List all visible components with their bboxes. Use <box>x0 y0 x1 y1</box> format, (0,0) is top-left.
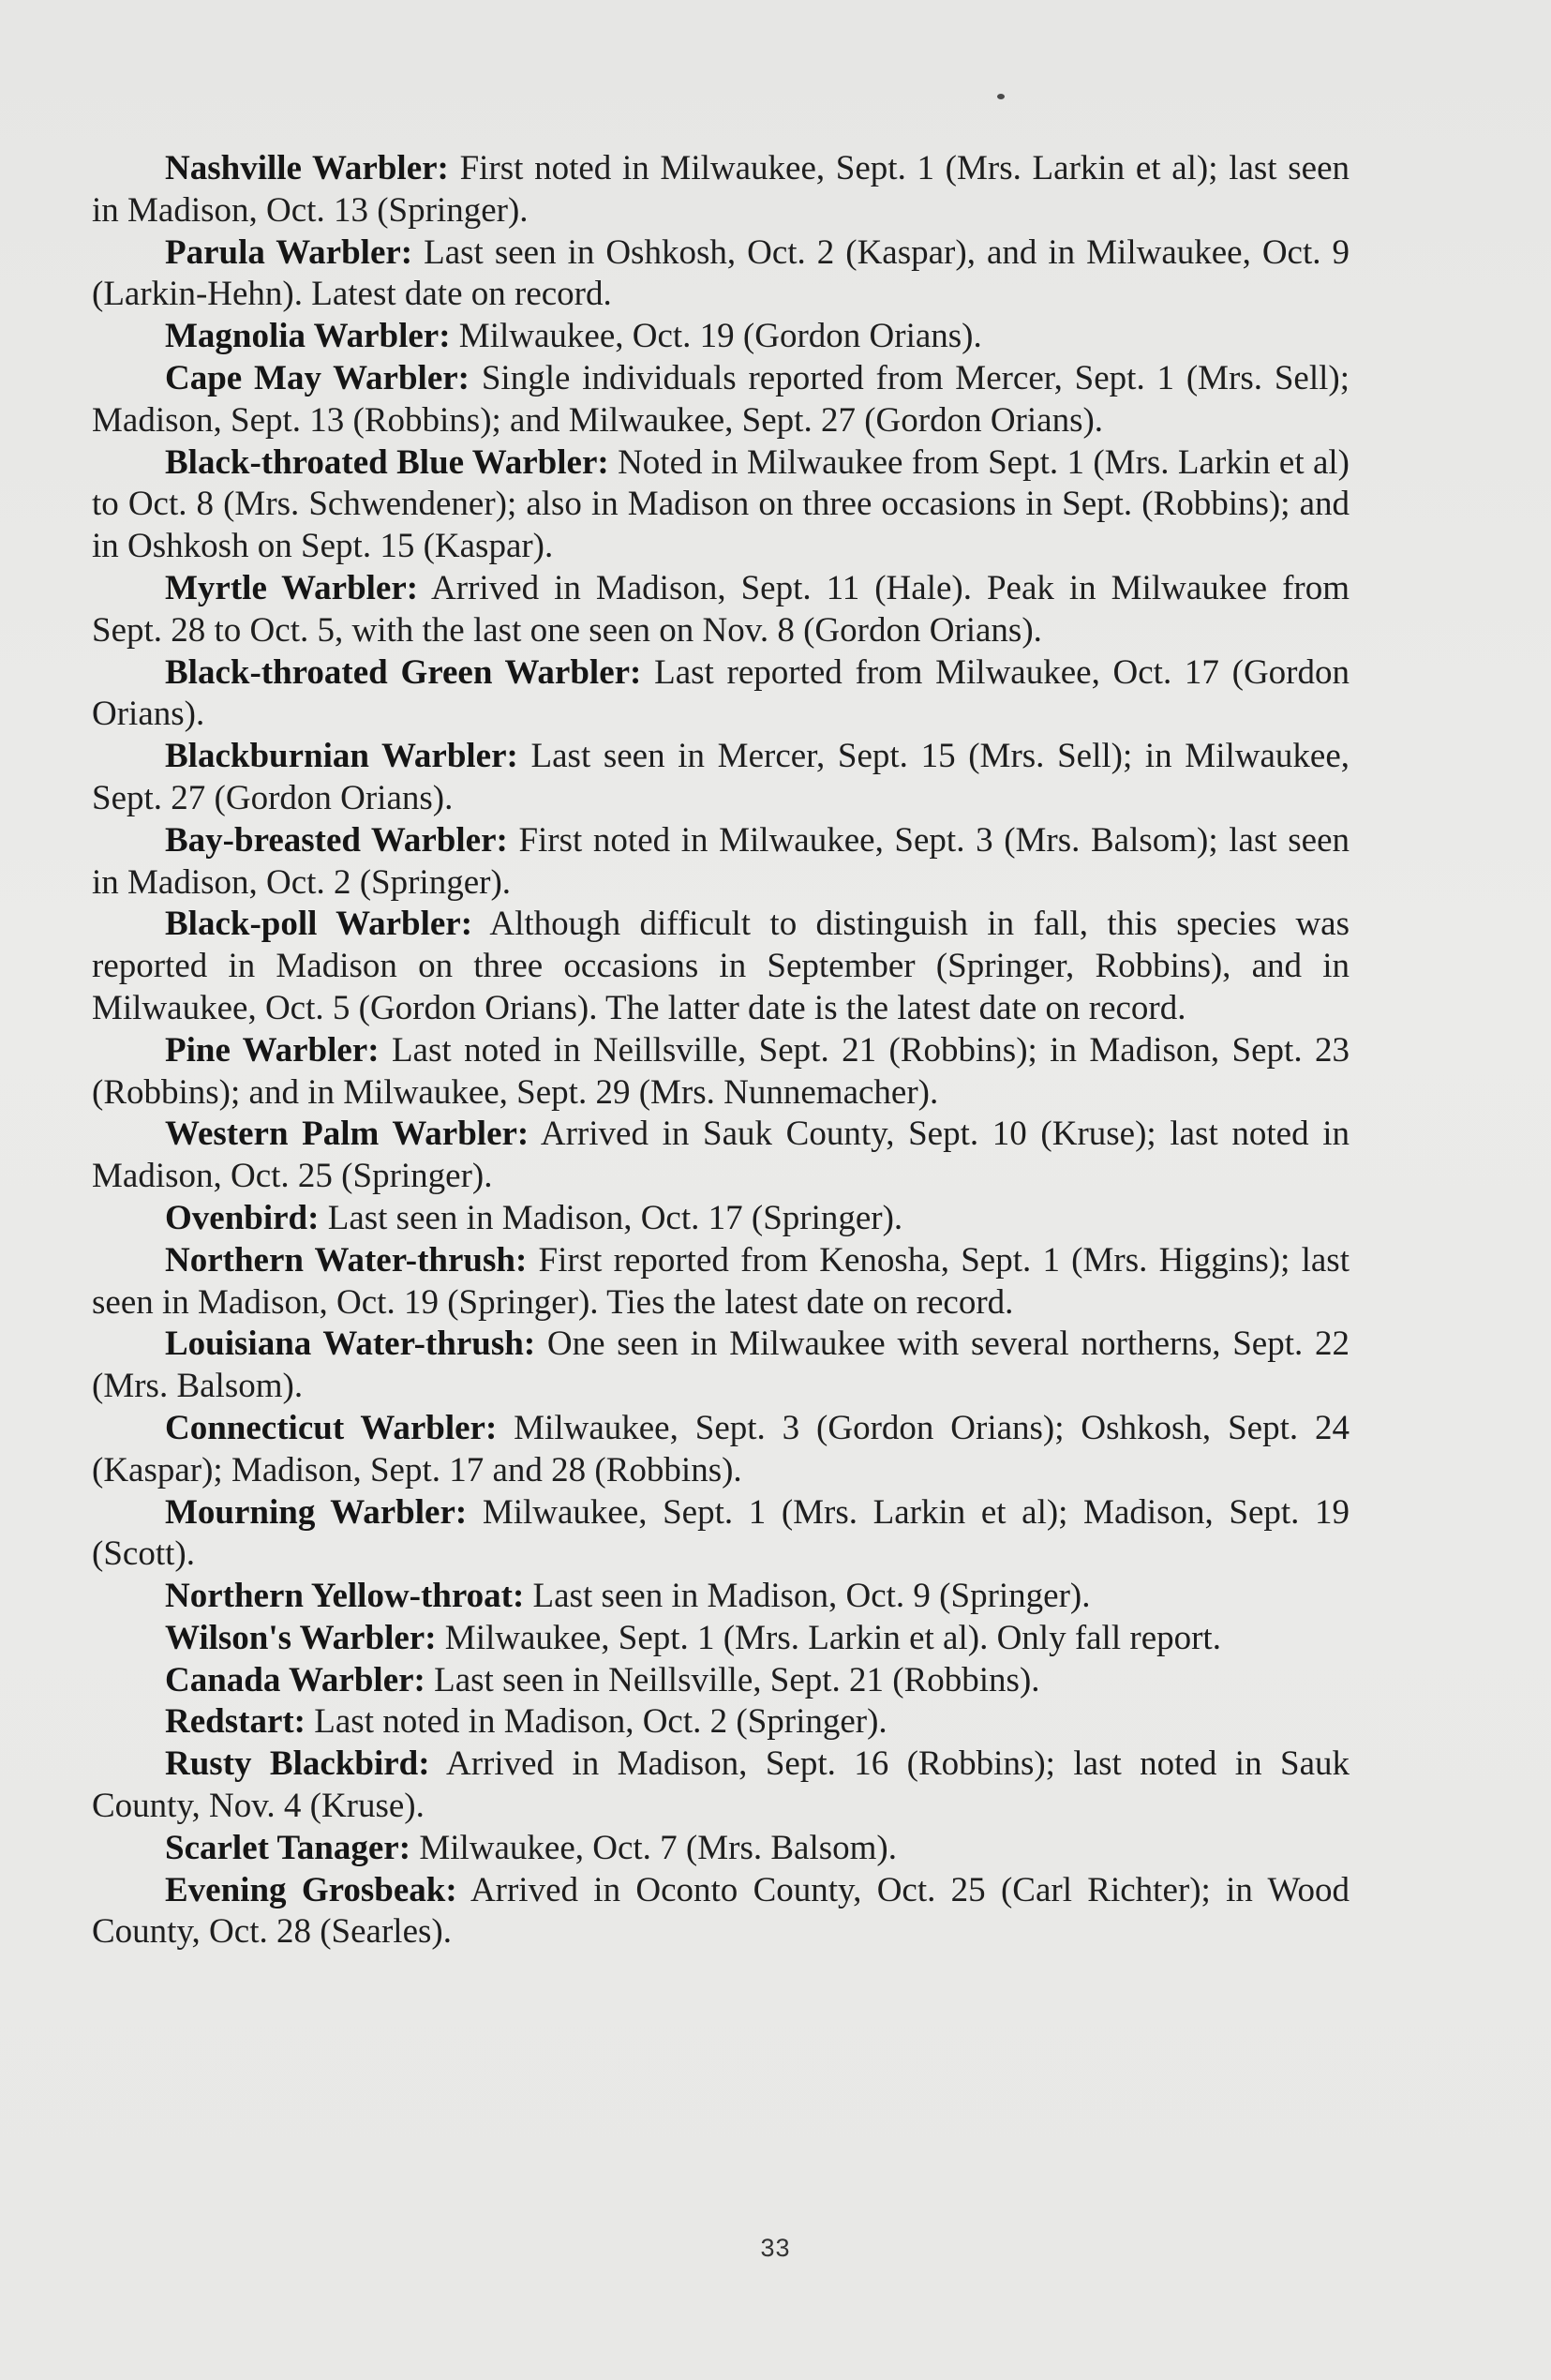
species-notes: Noted in Milwaukee from Sept. 1 (Mrs. Larkin et al) to Oct. 8 (Mrs. Schwendener); also in Madison on three occasions in Sept. (Robbins); and in Oshkosh on Sept. 15 (Kaspar). <box>92 442 1350 566</box>
species-notes: Arrived in Oconto County, Oct. 25 (Carl Richter); in Wood County, Oct. 28 (Searles). <box>92 1870 1350 1952</box>
species-entry <box>92 1240 1350 1325</box>
species-name: Ovenbird: <box>165 1198 320 1237</box>
species-name: Black-throated Green Warbler: <box>165 652 642 692</box>
species-entry <box>92 1660 1350 1702</box>
species-name: Mourning Warbler: <box>165 1492 468 1532</box>
species-notes: Milwaukee, Sept. 1 (Mrs. Larkin et al). Only fall report. <box>444 1618 1221 1657</box>
species-notes: One seen in Milwaukee with several northerns, Sept. 22 (Mrs. Balsom). <box>92 1325 1350 1406</box>
species-name: Black-poll Warbler: <box>165 905 473 944</box>
species-notes: First noted in Milwaukee, Sept. 3 (Mrs. Balsom); last seen in Madison, Oct. 2 (Springer). <box>92 820 1350 902</box>
species-name: Bay-breasted Warbler: <box>165 820 508 860</box>
species-entry <box>92 358 1350 442</box>
species-name: Blackburnian Warbler: <box>165 737 518 776</box>
species-name: Nashville Warbler: <box>165 149 449 187</box>
species-notes: Milwaukee, Sept. 3 (Gordon Orians); Oshkosh, Sept. 24 (Kaspar); Madison, Sept. 17 and 28 (Robbins). <box>92 1408 1350 1489</box>
species-entry <box>92 904 1350 1029</box>
species-notes: Arrived in Madison, Sept. 16 (Robbins); last noted in Sauk County, Nov. 4 (Kruse). <box>92 1744 1350 1826</box>
species-name: Northern Yellow-throat: <box>165 1577 525 1616</box>
species-name: Magnolia Warbler: <box>165 317 451 356</box>
species-notes: Arrived in Madison, Sept. 11 (Hale). Peak in Milwaukee from Sept. 28 to Oct. 5, with the last one seen on Nov. 8 (Gordon Orians). <box>92 568 1350 650</box>
species-notes: Single individuals reported from Mercer, Sept. 1 (Mrs. Sell); Madison, Sept. 13 (Robbins); and Milwaukee, Sept. 27 (Gordon Orians). <box>92 358 1350 440</box>
species-entry <box>92 148 1350 232</box>
species-entry <box>92 1870 1350 1954</box>
species-notes: Last seen in Madison, Oct. 17 (Springer). <box>327 1198 903 1237</box>
species-name: Myrtle Warbler: <box>165 568 419 607</box>
species-notes: Last seen in Mercer, Sept. 15 (Mrs. Sell); in Milwaukee, Sept. 27 (Gordon Orians). <box>92 737 1350 817</box>
species-name: Cape May Warbler: <box>165 358 470 397</box>
species-notes: Last noted in Madison, Oct. 2 (Springer). <box>314 1702 887 1742</box>
species-notes: Last reported from Milwaukee, Oct. 17 (Gordon Orians). <box>92 652 1350 734</box>
species-name: Western Palm Warbler: <box>165 1115 529 1154</box>
species-notes: Last seen in Neillsville, Sept. 21 (Robbins). <box>434 1660 1040 1699</box>
species-name: Pine Warbler: <box>165 1030 380 1070</box>
species-entry <box>92 1576 1350 1618</box>
species-name: Evening Grosbeak: <box>165 1870 457 1909</box>
species-notes: Last seen in Oshkosh, Oct. 2 (Kaspar), and in Milwaukee, Oct. 9 (Larkin-Hehn). Latest date on record. <box>92 232 1350 314</box>
species-entry <box>92 1324 1350 1408</box>
species-entry <box>92 1198 1350 1240</box>
species-notes: Milwaukee, Oct. 19 (Gordon Orians). <box>458 317 982 356</box>
species-name: Scarlet Tanager: <box>165 1828 411 1867</box>
species-name: Northern Water-thrush: <box>165 1240 528 1280</box>
species-entry <box>92 1828 1350 1870</box>
species-entry <box>92 1701 1350 1744</box>
species-name: Canada Warbler: <box>165 1660 425 1699</box>
species-name: Parula Warbler: <box>165 232 413 272</box>
species-entry <box>92 568 1350 652</box>
species-entry <box>92 316 1350 358</box>
species-notes: First noted in Milwaukee, Sept. 1 (Mrs. Larkin et al); last seen in Madison, Oct. 13 (Springer). <box>92 149 1350 230</box>
species-notes: Last noted in Neillsville, Sept. 21 (Robbins); in Madison, Sept. 23 (Robbins); and in Milwaukee, Sept. 29 (Mrs. Nunnemacher). <box>92 1030 1350 1112</box>
species-entry <box>92 652 1350 737</box>
species-entry <box>92 1030 1350 1115</box>
ink-speck <box>997 94 1005 99</box>
species-entry <box>92 1408 1350 1492</box>
species-notes: Although difficult to distinguish in fall, this species was reported in Madison on three occasions in September (Springer, Robbins), and in Milwaukee, Oct. 5 (Gordon Orians). The latter date is the latest date on record. <box>92 905 1350 1027</box>
species-entry <box>92 1492 1350 1577</box>
species-entry <box>92 1618 1350 1660</box>
species-name: Black-throated Blue Warbler: <box>165 442 609 482</box>
species-entry <box>92 736 1350 820</box>
species-entry <box>92 442 1350 568</box>
species-name: Rusty Blackbird: <box>165 1744 430 1784</box>
species-entry <box>92 820 1350 905</box>
species-entry <box>92 1744 1350 1828</box>
page-number: 33 <box>760 2234 791 2262</box>
species-name: Louisiana Water-thrush: <box>165 1325 536 1364</box>
species-notes: Last seen in Madison, Oct. 9 (Springer). <box>532 1577 1091 1616</box>
species-entry <box>92 1114 1350 1198</box>
species-notes: Milwaukee, Sept. 1 (Mrs. Larkin et al); Madison, Sept. 19 (Scott). <box>92 1492 1350 1574</box>
species-name: Redstart: <box>165 1702 306 1742</box>
species-entry <box>92 232 1350 317</box>
species-name: Wilson's Warbler: <box>165 1618 437 1657</box>
species-notes: Arrived in Sauk County, Sept. 10 (Kruse); last noted in Madison, Oct. 25 (Springer). <box>92 1115 1350 1196</box>
species-notes: Milwaukee, Oct. 7 (Mrs. Balsom). <box>419 1828 898 1867</box>
species-report-list <box>92 148 1350 1953</box>
species-notes: First reported from Kenosha, Sept. 1 (Mrs. Higgins); last seen in Madison, Oct. 19 (Springer). Ties the latest date on record. <box>92 1240 1350 1322</box>
species-name: Connecticut Warbler: <box>165 1408 498 1447</box>
